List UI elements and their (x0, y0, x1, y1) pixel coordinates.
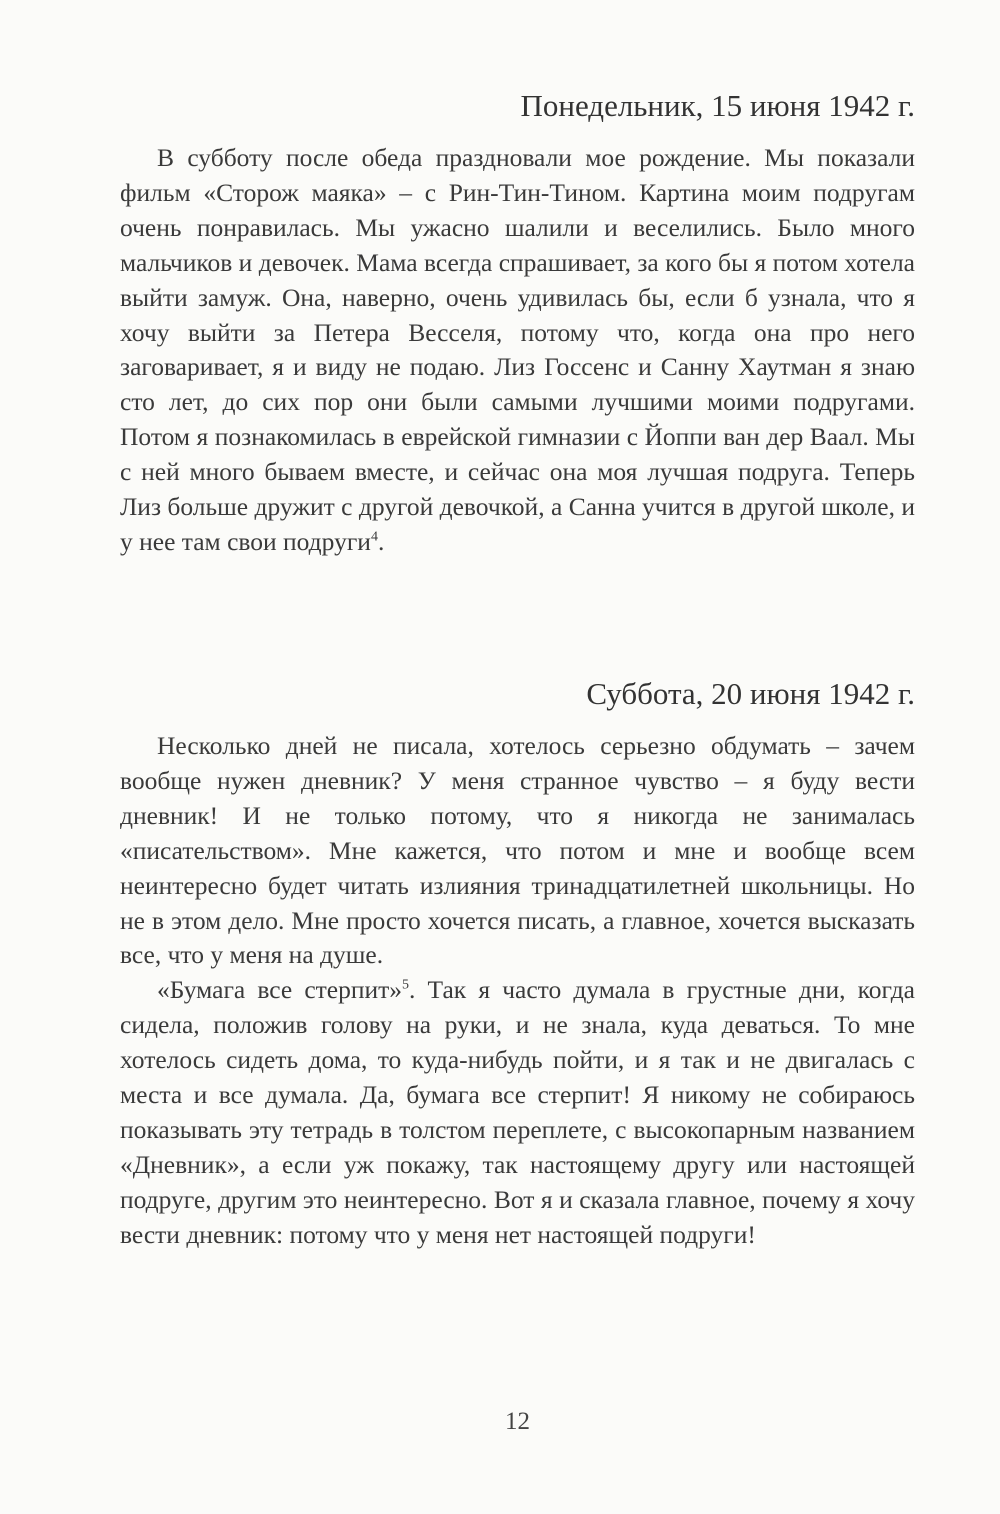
paragraph-text: Несколько дней не писала, хотелось серьезно обдумать – зачем вообще нужен дневник? У меня странное чувство – я буду вести дневник! И не только потому, что я никогда не занималась «писательством». Мне кажется, что потом и мне и вообще всем неинтересно будет читать излияния тринадцатилетней школьницы. Но не в этом дело. Мне просто хочется писать, а главное, хочется высказать все, что у меня на душе. (120, 731, 915, 970)
paragraph (120, 973, 915, 1252)
page-number: 12 (505, 1408, 530, 1435)
paragraph-text-tail: . Так я часто думала в грустные дни, когда сидела, положив голову на руки, и не знала, куда деваться. То мне хотелось сидеть дома, то куда-нибудь пойти, и я так и не двигалась с места и все думала. Да, бумага все стерпит! Я никому не собираюсь показывать эту тетрадь в толстом переплете, с высокопарным названием «Дневник», а если уж покажу, так настоящему другу или настоящей подруге, другим это неинтересно. Вот я и сказала главное, почему я хочу вести дневник: потому что у меня нет настоящей подруги! (120, 975, 915, 1249)
paragraph-text: «Бумага все стерпит» (157, 975, 403, 1005)
footnote-marker: 4 (370, 529, 378, 545)
entry-body (120, 141, 915, 560)
paragraph-text: В субботу после обеда праздновали мое рождение. Мы показали фильм «Сторож маяка» – с Рин-Тин-Тином. Картина моим подругам очень понравилась. Мы ужасно шалили и веселились. Было много мальчиков и девочек. Мама всегда спрашивает, за кого бы я потом хотела выйти замуж. Она, наверно, очень удивилась бы, если б узнала, что я хочу выйти за Петера Весселя, потому что, когда она про него заговаривает, я и виду не подаю. Лиз Госсенс и Санну Хаутман я знаю сто лет, до сих пор они были самыми лучшими моими подругами. Потом я познакомилась в еврейской гимназии с Йоппи ван дер Ваал. Мы с ней много бываем вместе, и сейчас она моя лучшая подруга. Теперь Лиз больше дружит с другой девочкой, а Санна учится в другой школе, и у нее там свои подруги (120, 143, 915, 556)
paragraph (120, 141, 915, 560)
entry-date-heading: Понедельник, 15 июня 1942 г. (520, 88, 915, 123)
paragraph (120, 729, 915, 973)
paragraph-text-tail: . (377, 526, 385, 556)
entry-body (120, 729, 915, 1253)
footnote-marker: 5 (402, 977, 410, 993)
book-page (120, 0, 915, 1514)
entry-date-heading: Суббота, 20 июня 1942 г. (586, 676, 915, 711)
